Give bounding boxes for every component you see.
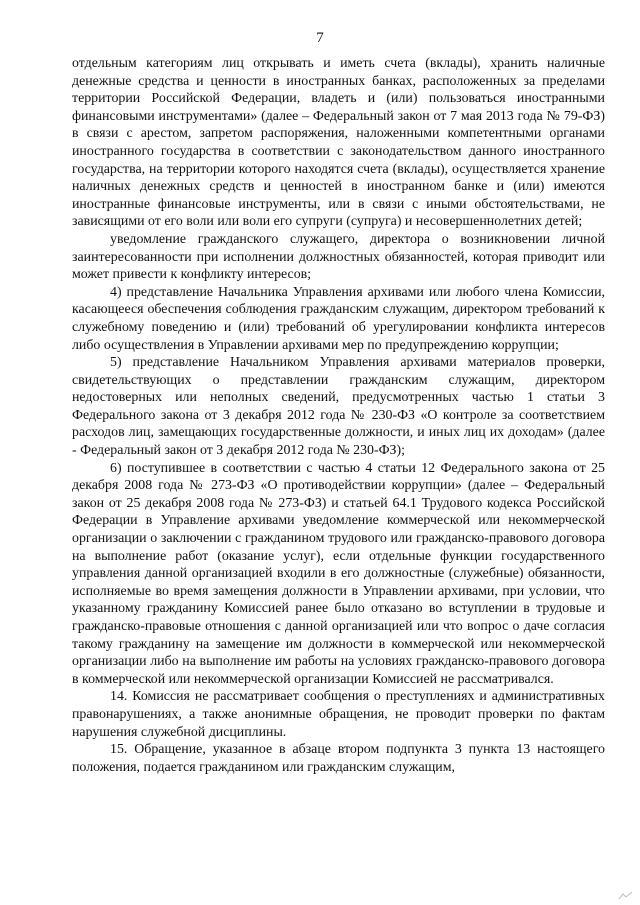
paragraph-item-6: 6) поступившее в соответствии с частью 4 статьи 12 Федерального закона от 25 декабря 2008 года № 273-ФЗ «О противодействии коррупции» (далее – Федеральный закон от 25 декабря 2008 года № 273-ФЗ) и статьей 64.1 Трудового кодекса Российской Федерации в Управление архивами уведомление коммерческой или некоммерческой организации о заключении с гражданином трудового или гражданско-правового договора на выполнение работ (оказание услуг), если отдельные функции государственного управления данной организацией входили в его должностные (служебные) обязанности, исполняемые во время замещения должности в Управлении архивами, при условии, что указанному гражданину Комиссией ранее было отказано во вступлении в трудовые и гражданско-правовые отношения с данной организацией или что вопрос о даче согласия такому гражданину на замещение им должности в коммерческой или некоммерческой организации либо на выполнение им работы на условиях гражданско-правового договора в коммерческой или некоммерческой организации Комиссией не рассматривался. [72, 460, 605, 687]
paragraph-item-5: 5) представление Начальником Управления архивами материалов проверки, свидетельствующих о представлении гражданским служащим, директором недостоверных или неполных сведений, предусмотренных частью 1 статьи 3 Федерального закона от 3 декабря 2012 года № 230-ФЗ «О контроле за соответствием расходов лиц, замещающих государственные должности, и иных лиц их доходам» (далее - Федеральный закон от 3 декабря 2012 года № 230-ФЗ); [72, 355, 605, 459]
paragraph-item-4: 4) представление Начальника Управления архивами или любого члена Комиссии, касающееся обеспечения соблюдения гражданским служащим, директором требований к служебному поведению и (или) требований об урегулировании конфликта интересов либо осуществления в Управлении архивами мер по предупреждению коррупции; [72, 284, 605, 353]
paragraph-clause-14: 14. Комиссия не рассматривает сообщения о преступлениях и административных правонарушениях, а также анонимные обращения, не проводит проверки по фактам нарушения служебной дисциплины. [72, 689, 605, 740]
document-body [72, 55, 605, 776]
page-number: 7 [316, 30, 324, 46]
paragraph-notice: уведомление гражданского служащего, директора о возникновении личной заинтересованности при исполнении должностных обязанностей, которая приводит или может привести к конфликту интересов; [72, 231, 605, 283]
scan-mark-icon [618, 891, 634, 901]
paragraph-clause-15: 15. Обращение, указанное в абзаце втором подпункта 3 пункта 13 настоящего положения, подается гражданином или гражданским служащим, [72, 742, 605, 775]
paragraph-continuation: отдельным категориям лиц открывать и иметь счета (вклады), хранить наличные денежные средства и ценности в иностранных банках, расположенных за пределами территории Российской Федерации, владеть и (или) пользоваться иностранными финансовыми инструментами» (далее – Федеральный закон от 7 мая 2013 года № 79-ФЗ) в связи с арестом, запретом распоряжения, наложенными компетентными органами иностранного государства в соответствии с законодательством данного иностранного государства, на территории которого находятся счета (вклады), осуществляется хранение наличных денежных средств и ценностей в иностранном банке и (или) имеются иностранные финансовые инструменты, или в связи с иными обстоятельствами, не зависящими от его воли или воли его супруги (супруга) и несовершеннолетних детей; [72, 56, 605, 230]
